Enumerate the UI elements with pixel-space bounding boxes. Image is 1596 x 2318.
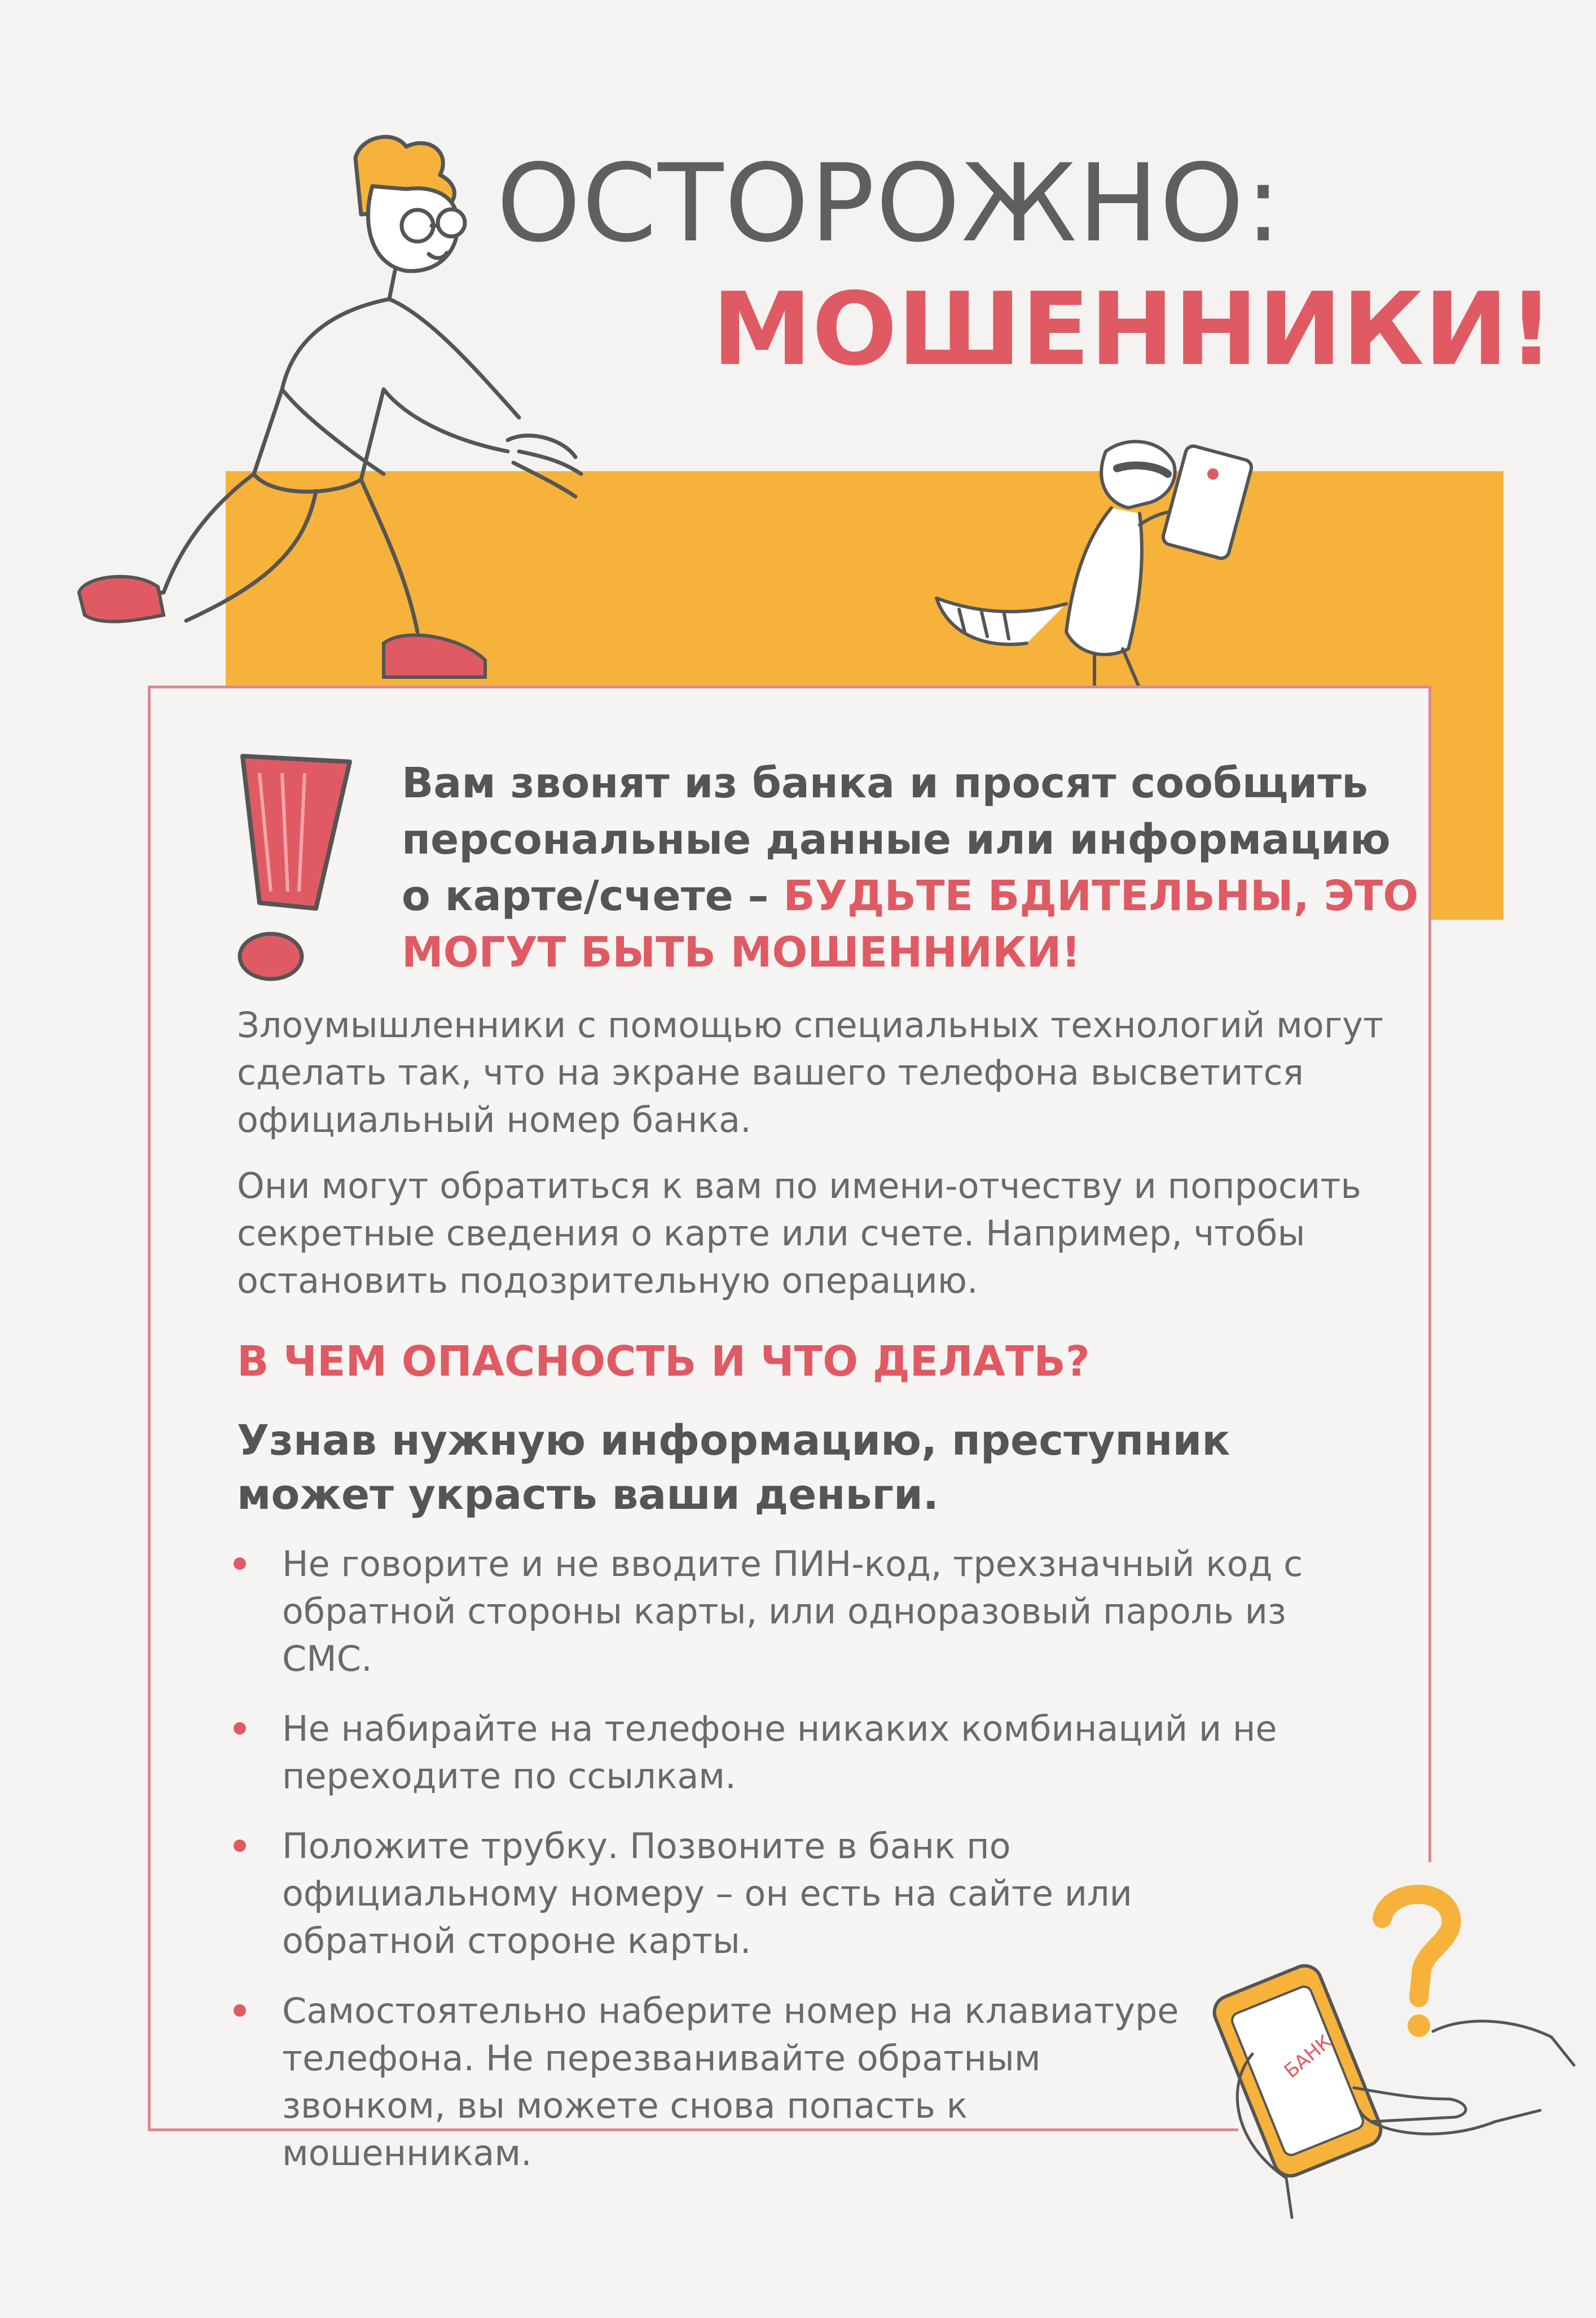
list-item-text: Не говорите и не вводите ПИН-код, трехзначный код с обратной стороны карты, или одноразовый пароль из СМС. [282,1543,1303,1679]
section-heading: В ЧЕМ ОПАСНОСТЬ И ЧТО ДЕЛАТЬ? [237,1337,1090,1386]
bullet-dot-icon [234,1722,246,1735]
paragraph-1: Злоумышленники с помощью специальных технологий могут сделать так, что на экране вашего телефона высветится официальный номер банка. [237,1004,1384,1140]
exclamation-icon [231,750,361,987]
advice-list [226,1540,1354,2177]
list-item [226,1705,1354,1800]
bullet-dot-icon [234,2004,246,2017]
title-line-1: ОСТОРОЖНО: [496,141,1283,266]
subheading: Узнав нужную информацию, преступник может украсть ваши деньги. [237,1416,1230,1519]
bank-card-icon [1162,445,1253,560]
lead-red-text: БУДЬТЕ БДИТЕЛЬНЫ, ЭТО МОГУТ БЫТЬ МОШЕННИКИ! [402,872,1419,977]
list-item [226,1823,1354,1965]
list-item-text: Самостоятельно наберите номер на клавиатуре телефона. Не перезванивайте обратным звонком, вы можете снова попасть к мошенникам. [282,1990,1179,2174]
raccoon-with-card-illustration [925,418,1286,711]
lead-warning [402,755,1428,981]
hand-holding-phone-illustration [1202,1885,1585,2223]
running-man-illustration [68,124,643,722]
phone-icon [1210,1961,1386,2181]
bullet-dot-icon [234,1840,246,1852]
title-line-2: МОШЕННИКИ! [712,271,1554,388]
list-item [226,1540,1354,1683]
list-item-text: Положите трубку. Позвоните в банк по официальному номеру – он есть на сайте или обратной стороне карты. [282,1825,1132,1961]
question-mark-icon [1382,1894,1452,2037]
list-item-text: Не набирайте на телефоне никаких комбинаций и не переходите по ссылкам. [282,1708,1277,1797]
list-item [226,1987,1354,2177]
bullet-dot-icon [234,1557,246,1570]
lead-text: Вам звонят из банка и просят сообщить персональные данные или информацию о карте/счете – [402,759,1391,920]
phone-screen-label: БАНК [1280,2030,1336,2083]
paragraph-2: Они могут обратиться к вам по имени-отчеству и попросить секретные сведения о карте или счете. Например, чтобы остановить подозрительную операцию. [237,1165,1361,1301]
